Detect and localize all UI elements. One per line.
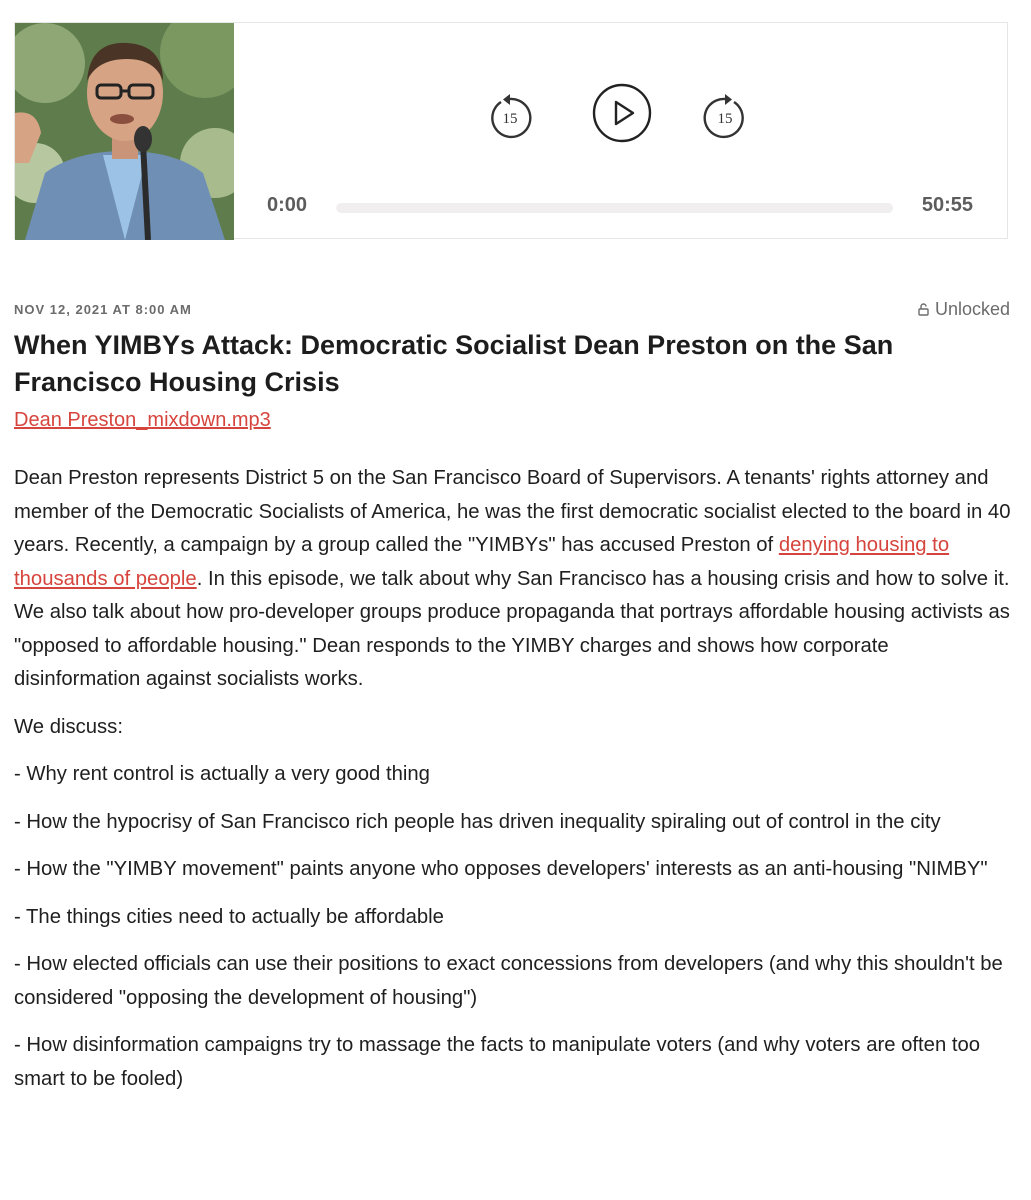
fast-forward-icon [702,93,748,139]
list-item: - The things cities need to actually be affordable [14,905,444,928]
post-date: NOV 12, 2021 AT 8:00 AM [14,302,192,317]
discuss-heading: We discuss: [14,715,123,738]
skip-back-15-button[interactable] [487,93,533,139]
intro-text-continued: . In this episode, we talk about why San Francisco has a housing crisis and how to solve it. We also talk about how pro-developer groups produce propaganda that portrays affordable housing activists as "opposed to affordable housing." Dean responds to the YIMBY charges and shows how corporate disinformation against socialists works. [14,567,1010,690]
list-item: - Why rent control is actually a very good thing [14,763,430,785]
list-item: - How disinformation campaigns try to massage the facts to manipulate voters (and why voters are often too smart to be fooled) [14,1034,981,1090]
access-status [917,299,1010,320]
list-item: - How elected officials can use their positions to exact concessions from developers (and why this shouldn't be considered "opposing the development of housing") [14,953,1003,1009]
intro-paragraph [14,462,1014,697]
list-item: - How the "YIMBY movement" paints anyone who opposes developers' interests as an anti-housing "NIMBY" [14,858,988,880]
intro-text: Dean Preston represents District 5 on the San Francisco Board of Supervisors. A tenants' rights attorney and member of the Democratic Socialists of America, he was the first democratic socialist elected to the board in 40 years. Recently, a campaign by a group called the "YIMBYs" has accused Preston of [14,467,1011,556]
article-link[interactable]: denying housing to thousands of people [14,534,950,590]
player-controls [234,23,1007,238]
rewind-icon [487,93,533,139]
play-icon [592,83,652,143]
attachment-link[interactable]: Dean Preston_mixdown.mp3 [14,409,271,431]
post-body [14,462,1014,1110]
access-label: Unlocked [934,299,1010,319]
skip-forward-seconds: 15 [717,111,733,127]
post-title: When YIMBYs Attack: Democratic Socialist Dean Preston on the San Francisco Housing Crisis [14,330,894,397]
unlock-icon [917,302,931,316]
skip-forward-15-button[interactable] [702,93,748,139]
episode-thumbnail [15,23,234,240]
progress-bar[interactable] [336,203,893,213]
play-button[interactable] [592,83,652,143]
current-time: 0:00 [267,194,308,216]
duration: 50:55 [921,194,973,216]
skip-back-seconds: 15 [502,111,518,127]
list-item: - How the hypocrisy of San Francisco rich people has driven inequality spiraling out of control in the city [14,810,941,833]
audio-player [14,22,1008,239]
